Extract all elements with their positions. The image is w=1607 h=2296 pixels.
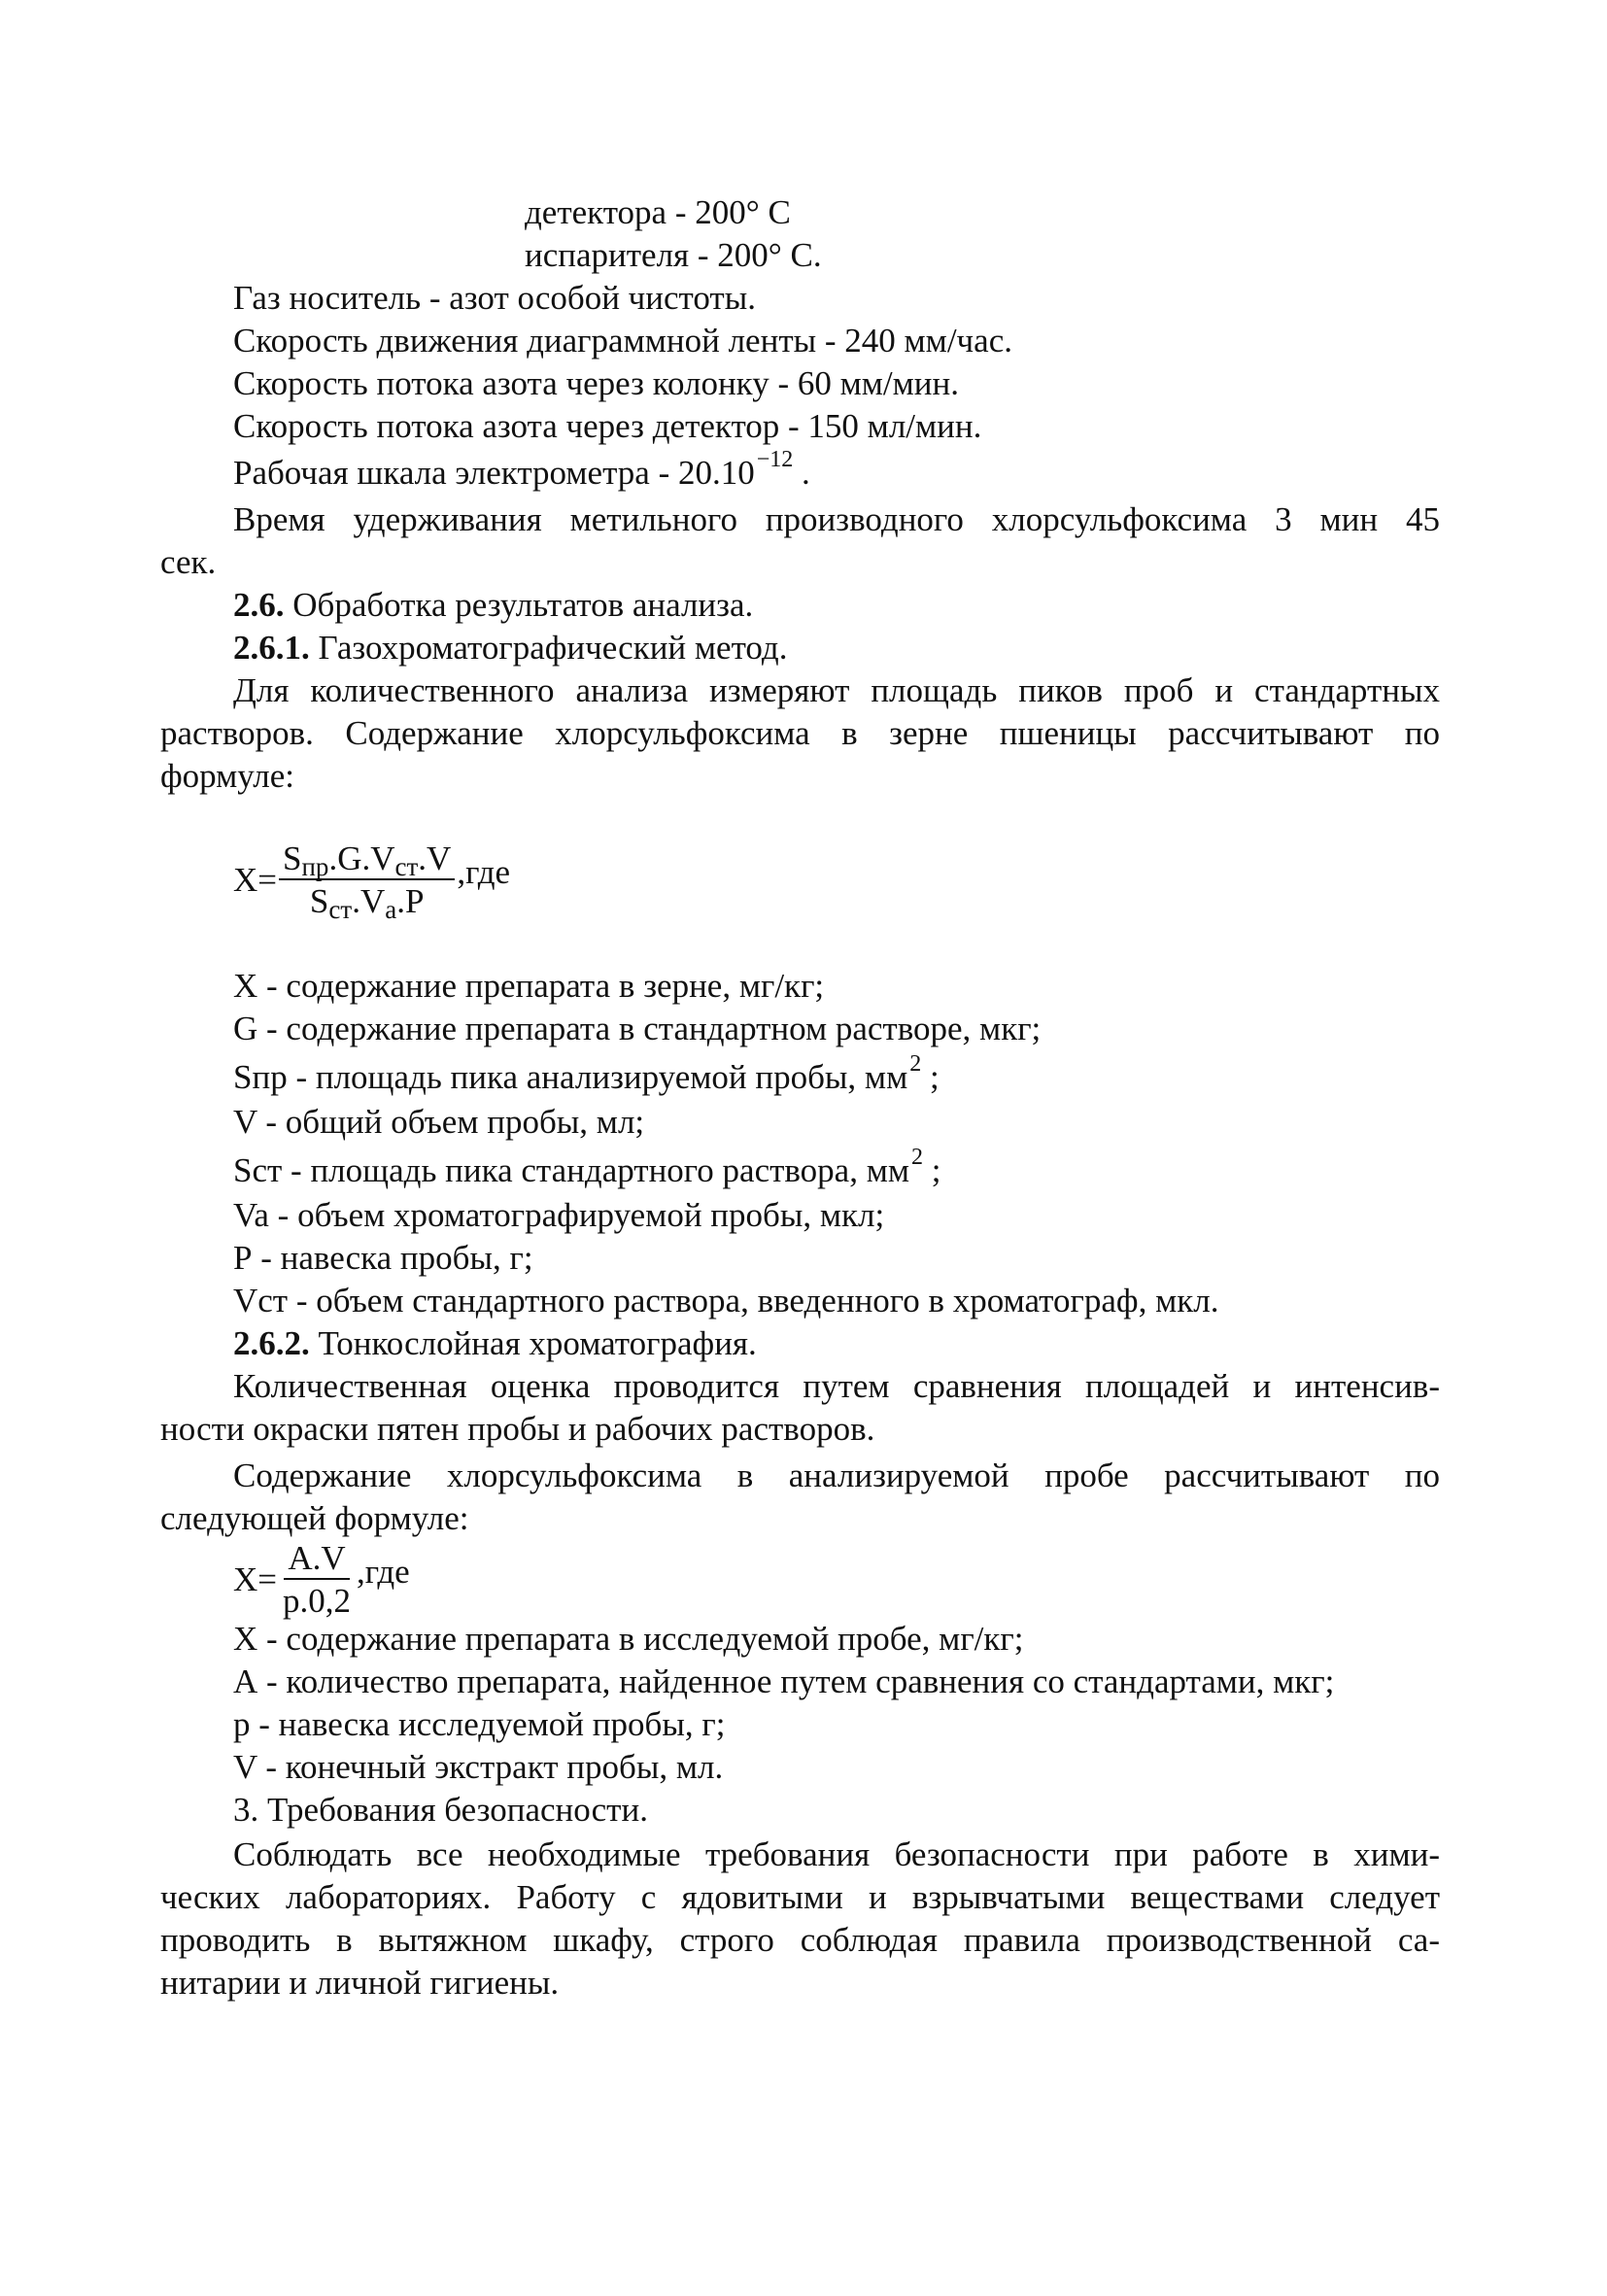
section-2-6-2-heading: [233, 1323, 757, 1364]
section-3-heading: 3. Требования безопасности.: [233, 1791, 648, 1829]
paragraph-line: нитарии и личной гигиены.: [160, 1964, 560, 2002]
electrometer-text: Рабочая шкала электрометра - 20.10: [233, 454, 755, 492]
section-2-6-heading: [233, 585, 753, 626]
formula-denominator: p.0,2: [283, 1582, 352, 1620]
formula-suffix: ,где: [357, 1553, 410, 1591]
paragraph-line: ческих лабораториях. Работу с ядовитыми и взрывчатыми веществами следует: [160, 1878, 1440, 1916]
legend-item: V - общий объем пробы, мл;: [233, 1103, 645, 1141]
retention-time-line2: сек.: [160, 543, 217, 581]
flow-column: Скорость потока азота через колонку - 60 мм/мин.: [233, 364, 959, 402]
paragraph-line: Соблюдать все необходимые требования безопасности при работе в хими-: [233, 1835, 1440, 1873]
electrometer-scale: [233, 447, 810, 497]
legend-item: А - количество препарата, найденное путем сравнения со стандартами, мкг;: [233, 1662, 1335, 1700]
paragraph-line: Для количественного анализа измеряют площадь пиков проб и стандартных: [233, 671, 1440, 709]
section-2-6-1-heading: [233, 628, 787, 668]
section-number: 2.6.2.: [233, 1324, 310, 1362]
legend-item: X - содержание препарата в исследуемой пробе, мг/кг;: [233, 1620, 1024, 1658]
electrometer-exponent: −12: [756, 447, 794, 472]
formula-numerator: A.V: [284, 1541, 349, 1580]
retention-time-line1: Время удерживания метильного производного хлорсульфоксима 3 мин 45: [233, 500, 1440, 538]
formula-denominator: Sст.Va.P: [309, 882, 425, 924]
section-title: Тонкослойная хроматография.: [309, 1324, 757, 1362]
paragraph-line: ности окраски пятен пробы и рабочих растворов.: [160, 1410, 875, 1448]
section-number: 2.6.1.: [233, 629, 310, 667]
paragraph-line: следующей формуле:: [160, 1499, 469, 1537]
section-title: Газохроматографический метод.: [309, 629, 788, 667]
formula-gas-chromatography: [233, 840, 511, 924]
formula-lhs: X=: [233, 1560, 278, 1598]
legend-item: G - содержание препарата в стандартном растворе, мкг;: [233, 1010, 1042, 1047]
legend-item: Р - навеска пробы, г;: [233, 1239, 533, 1277]
legend-item: Sпр - площадь пика анализируемой пробы, $мм^2$ ;: [233, 1051, 940, 1096]
paragraph-line: Содержание хлорсульфоксима в анализируемой пробе рассчитывают по: [233, 1456, 1440, 1494]
paragraph-line: проводить в вытяжном шкафу, строго соблюдая правила производственной са-: [160, 1921, 1440, 1959]
detector-temp: детектора - 200° С: [525, 193, 791, 231]
formula-tlc: [233, 1541, 410, 1618]
formula-fraction: [279, 1541, 355, 1618]
section-title: Обработка результатов анализа.: [284, 586, 754, 624]
legend-item: V - конечный экстракт пробы, мл.: [233, 1748, 724, 1786]
legend-item: Vст - объем стандартного раствора, введенного в хроматограф, мкл.: [233, 1282, 1219, 1319]
paragraph-line: формуле:: [160, 757, 294, 795]
legend-item: p - навеска исследуемой пробы, г;: [233, 1705, 726, 1743]
formula-suffix: ,где: [457, 853, 511, 891]
legend-item: Sст - площадь пика стандартного раствора, $мм^2$ ;: [233, 1145, 941, 1189]
formula-fraction: [279, 840, 455, 924]
formula-lhs: X=: [233, 861, 278, 899]
paragraph-line: растворов. Содержание хлорсульфоксима в зерне пшеницы рассчитывают по: [160, 714, 1440, 752]
legend-item: X - содержание препарата в зерне, мг/кг;: [233, 967, 825, 1005]
evaporator-temp: испарителя - 200° С.: [525, 236, 822, 274]
formula-numerator: Sпр.G.Vст.V: [279, 841, 455, 880]
chart-speed: Скорость движения диаграммной ленты - 240 мм/час.: [233, 322, 1012, 360]
section-number: 2.6.: [233, 586, 285, 624]
carrier-gas: Газ носитель - азот особой чистоты.: [233, 279, 756, 317]
paragraph-line: Количественная оценка проводится путем сравнения площадей и интенсив-: [233, 1367, 1440, 1405]
electrometer-end: .: [793, 454, 810, 492]
flow-detector: Скорость потока азота через детектор - 150 мл/мин.: [233, 407, 982, 445]
legend-item: Va - объем хроматографируемой пробы, мкл;: [233, 1196, 885, 1234]
